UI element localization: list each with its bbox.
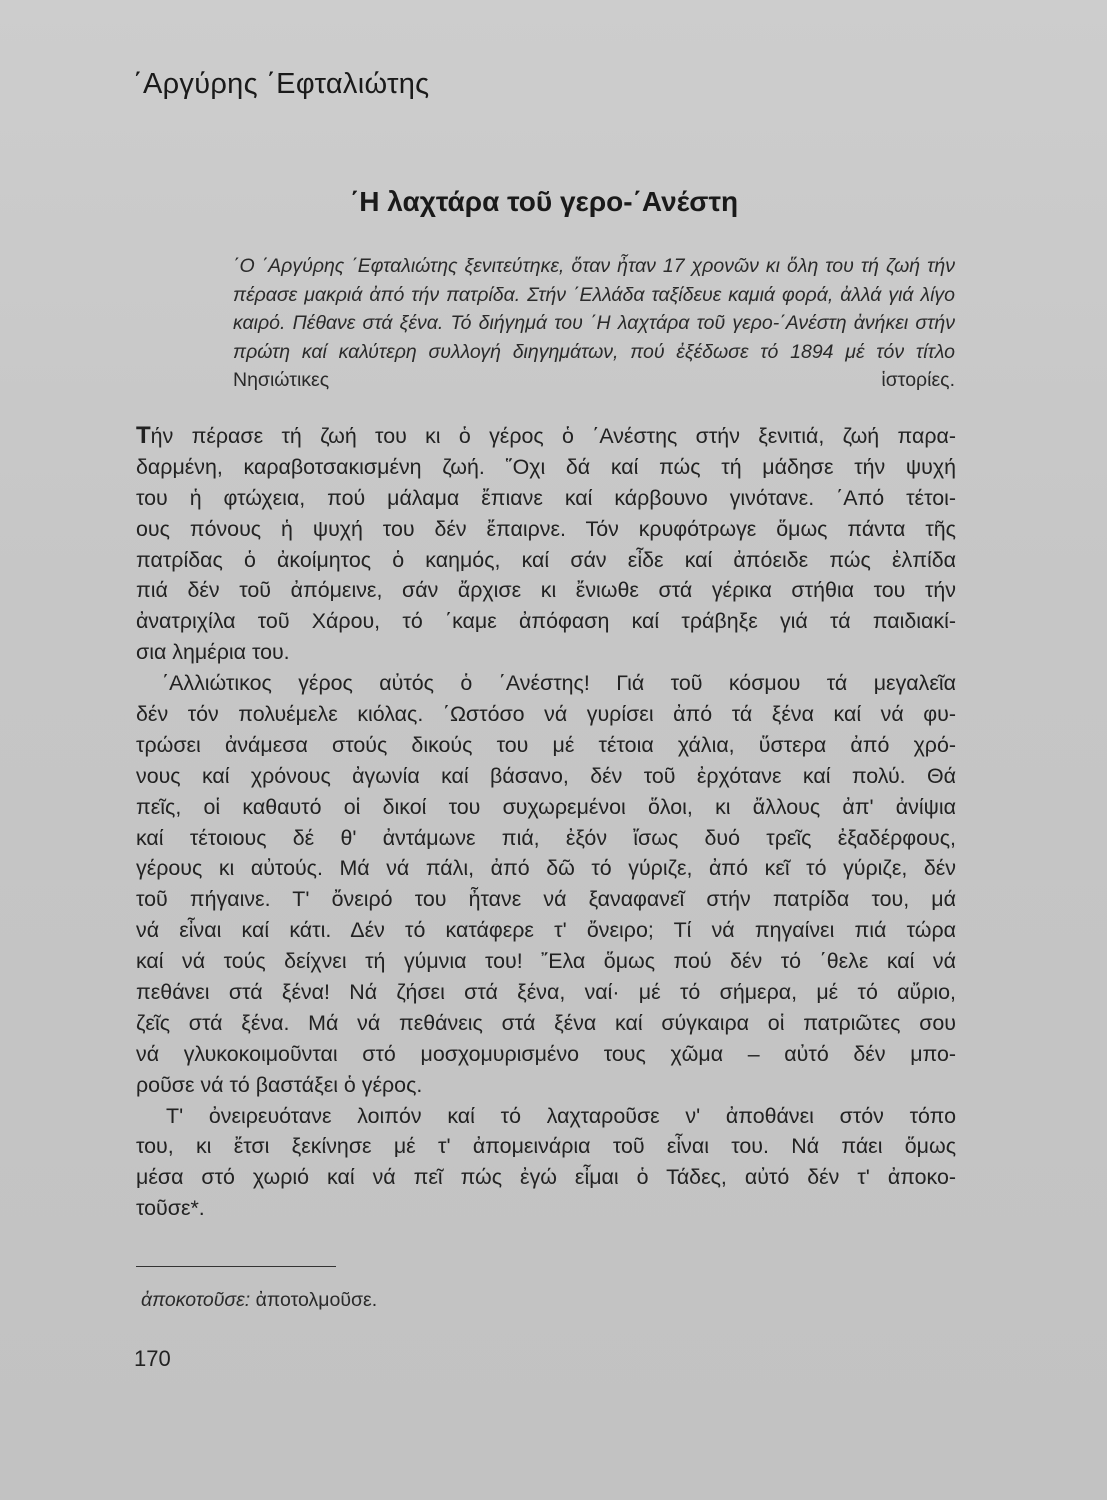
intro-line: ΄Ο ΄Αργύρης ΄Εφταλιώτης ξενιτεύτηκε, ὅταν ἦταν 17 χρονῶν κι ὅλη του <box>233 255 854 277</box>
story-title: ΄Η λαχτάρα τοῦ γερο-΄Ανέστη <box>349 186 739 217</box>
body-line: ροῦσε νά τό βαστάξει ὁ γέρος. <box>136 1072 423 1097</box>
collection-title: Νησιώτικες ἱστορίες. <box>233 369 955 392</box>
body-line: ους πόνους ἡ ψυχή του δέν ἔπαιρνε. Τόν κρυφότρωγε ὅμως πάντα τῆς <box>136 516 956 541</box>
body-line: πατρίδας ὁ ἀκοίμητος ὁ καημός, καί σάν εἶδε καί ἀπόειδε πώς ἐλπίδα <box>136 547 956 572</box>
story-body <box>136 421 956 1224</box>
footnote <box>141 1289 377 1312</box>
body-line: τοῦ πήγαινε. Τ' ὄνειρό του ἦτανε νά ξαναφανεῖ στήν πατρίδα του, μά <box>136 887 956 912</box>
body-line: πιά δέν τοῦ ἀπόμεινε, σάν ἄρχισε κι ἔνιωθε στά γέρικα στήθια του τήν <box>136 578 956 603</box>
footnote-term: ἀποκοτοῦσε: <box>141 1289 251 1311</box>
body-line: νους καί χρόνους ἀγωνία καί βάσανο, δέν τοῦ ἐρχότανε καί πολύ. Θά <box>136 763 956 788</box>
body-line: γέρους κι αὐτούς. Μά νά πάλι, ἀπό δῶ τό γύριζε, ἀπό κεῖ τό γύριζε, δέν <box>136 856 956 881</box>
footnote-divider <box>136 1266 336 1267</box>
intro-line: καμιά φορά, ἀλλά γιά λίγο καιρό. Πέθανε στά ξένα. Τό διήγημά του ΄Η <box>233 283 955 335</box>
body-line: νά εἶναι καί κάτι. Δέν τό κατάφερε τ' ὄνειρο; Τί νά πηγαίνει πιά τώρα <box>136 918 956 943</box>
body-line: ζεῖς στά ξένα. Μά νά πεθάνεις στά ξένα καί σύγκαιρα οἱ πατριῶτες σου <box>136 1010 956 1035</box>
intro-line: τή ζωή τήν πέρασε μακριά ἀπό τήν πατρίδα. Στήν ΄Ελλάδα ταξίδευε <box>233 255 955 306</box>
body-line: δαρμένη, καραβοτσακισμένη ζωή. ῞Οχι δά καί πώς τή μάδησε τήν ψυχή <box>136 454 956 479</box>
body-line: μέσα στό χωριό καί νά πεῖ πώς ἐγώ εἶμαι ὁ Τάδες, αὐτό δέν τ' ἀποκο- <box>136 1165 956 1190</box>
body-line: σια λημέρια του. <box>136 640 290 665</box>
body-line: του, κι ἔτσι ξεκίνησε μέ τ' ἀπομεινάρια τοῦ εἶναι του. Νά πάει ὅμως <box>136 1134 956 1159</box>
body-line: ἀνατριχίλα τοῦ Χάρου, τό ΄καμε ἀπόφαση καί τράβηξε γιά τά παιδιακί- <box>136 609 956 634</box>
body-line: τρώσει ἀνάμεσα στούς δικούς του μέ τέτοια χάλια, ὕστερα ἀπό χρό- <box>136 732 956 757</box>
author-heading: ΄Αργύρης ΄Εφταλιώτης <box>133 68 430 100</box>
footnote-definition: ἀποτολμοῦσε. <box>255 1289 378 1311</box>
body-line-text: ήν πέρασε τή ζωή του κι ὁ γέρος ὁ ΄Ανέστης στήν ξενιτιά, ζωή παρα- <box>150 424 956 448</box>
intro-line: διηγημάτων, πού ἐξέδωσε τό 1894 μέ τόν τίτλο <box>512 340 955 363</box>
body-line: νά γλυκοκοιμοῦνται στό μοσχομυρισμένο τους χῶμα – αὐτό δέν μπο- <box>136 1041 956 1066</box>
intro-paragraph <box>233 252 955 395</box>
body-line: πεθάνει στά ξένα! Νά ζήσει στά ξένα, ναί· μέ τό σήμερα, μέ τό αὔριο, <box>136 980 956 1005</box>
body-line <box>136 421 956 452</box>
drop-cap: Τ <box>136 422 151 449</box>
body-line: καί τέτοιους δέ θ' ἀντάμωνε πιά, ἐξόν ἴσως δυό τρεῖς ἐξαδέρφους, <box>136 825 956 850</box>
body-line: Τ' ὀνειρευότανε λοιπόν καί τό λαχταροῦσε ν' ἀποθάνει στόν τόπο <box>166 1103 956 1128</box>
intro-line: λαχτάρα τοῦ γερο-΄Ανέστη ἀνήκει στήν πρώτη καί καλύτερη συλλογή <box>233 312 956 363</box>
body-line: του ἡ φτώχεια, πού μάλαμα ἔπιανε καί κάρβουνο γινότανε. ΄Από τέτοι- <box>136 485 956 510</box>
body-line: ΄Αλλιώτικος γέρος αὐτός ὁ ΄Ανέστης! Γιά τοῦ κόσμου τά μεγαλεῖα <box>162 671 956 696</box>
body-line: καί νά τούς δείχνει τή γύμνια του! ῎Ελα ὅμως πού δέν τό ΄θελε καί νά <box>136 949 956 974</box>
page-number: 170 <box>134 1346 171 1371</box>
body-line: τοῦσε*. <box>136 1196 205 1221</box>
body-line: δέν τόν πολυέμελε κιόλας. ΄Ωστόσο νά γυρίσει ἀπό τά ξένα καί νά φυ- <box>136 702 956 727</box>
body-line: πεῖς, οἱ καθαυτό οἱ δικοί του συχωρεμένοι ὅλοι, κι ἄλλους ἀπ' ἀνίψια <box>136 794 956 819</box>
